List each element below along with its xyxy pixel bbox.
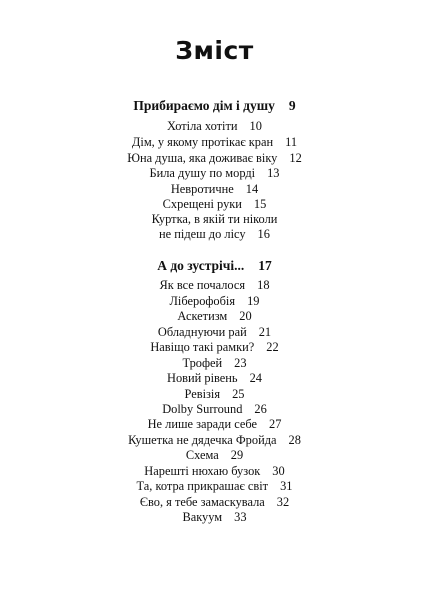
- toc-entry: [0, 151, 429, 166]
- toc-entry: [0, 309, 429, 324]
- toc-entry: [0, 464, 429, 479]
- toc-entry: [0, 417, 429, 432]
- section-heading-text: А до зустрічі...: [157, 258, 245, 273]
- toc-entry-page: 29: [230, 448, 244, 462]
- toc-entry-text: Юна душа, яка доживає віку: [127, 151, 278, 165]
- toc-entry-text: Аскетизм: [177, 309, 228, 323]
- toc-entry: [0, 340, 429, 355]
- toc-entry: [0, 197, 429, 212]
- toc-entry-text: Новий рівень: [167, 371, 238, 385]
- toc-entry-page: 30: [272, 464, 285, 478]
- toc-entry-page: 23: [234, 356, 247, 370]
- toc-entry-text: Куртка, в якій ти ніколи: [151, 212, 278, 226]
- toc-entry: [0, 227, 429, 242]
- toc-entry-text: Била душу по морді: [149, 166, 256, 180]
- toc-entry-page: 24: [249, 371, 262, 385]
- toc-entry-text: Та, котра прикрашає світ: [136, 479, 269, 493]
- toc-entry: [0, 294, 429, 309]
- toc-entry-page: 20: [239, 309, 252, 323]
- toc-entry-page: 16: [257, 227, 270, 241]
- toc-entry-page: 32: [276, 495, 290, 509]
- section-heading: [0, 98, 429, 114]
- toc-entry: [0, 495, 429, 510]
- toc-entry-page: 19: [247, 294, 260, 308]
- toc-entry-page: 12: [289, 151, 302, 165]
- toc-entry: [0, 166, 429, 181]
- toc-entry: [0, 371, 429, 386]
- toc-entry-text: Ревізія: [184, 387, 221, 401]
- toc-entry-page: 22: [266, 340, 279, 354]
- toc-entry-text: Навіщо такі рамки?: [150, 340, 255, 354]
- toc-entry-text: Невротичне: [170, 182, 234, 196]
- toc-entry-text: Dolby Surround: [162, 402, 243, 416]
- section-heading: [0, 258, 429, 274]
- toc-entry-text: Схрещені руки: [162, 197, 242, 211]
- toc-entry-text: Як все почалося: [159, 278, 246, 292]
- toc-entry: [0, 387, 429, 402]
- toc-entry-page: 10: [249, 119, 262, 133]
- toc-entry-page: 18: [257, 278, 270, 292]
- toc-entry-page: 13: [267, 166, 280, 180]
- toc-entry-text: Дім, у якому протікає кран: [131, 135, 274, 149]
- toc-entry-page: 25: [232, 387, 245, 401]
- toc-entry: [0, 356, 429, 371]
- toc-entry-text: Хотіла хотіти: [167, 119, 238, 133]
- page-title: Зміст: [175, 36, 254, 65]
- toc-entry-text: Нарешті нюхаю бузок: [144, 464, 261, 478]
- toc-entry: [0, 135, 429, 150]
- toc-entry: [0, 448, 429, 463]
- toc-entry-text: не підеш до лісу: [159, 227, 246, 241]
- toc-entry-text: Трофей: [182, 356, 223, 370]
- toc-entry: [0, 510, 429, 525]
- toc-entry: [0, 433, 429, 448]
- section-heading-page: 17: [258, 258, 272, 273]
- toc-entry: [0, 479, 429, 494]
- toc-entry-page: 14: [245, 182, 259, 196]
- toc-entry-page: 33: [234, 510, 247, 524]
- toc-entry-text: Ліберофобія: [169, 294, 236, 308]
- toc-entry: [0, 325, 429, 340]
- toc-entry-page: 15: [253, 197, 267, 211]
- toc-entry-text: Обладнуючи рай: [157, 325, 247, 339]
- toc-entry: [0, 119, 429, 134]
- toc-entry-text: Єво, я тебе замаскувала: [139, 495, 265, 509]
- toc-entry: [0, 182, 429, 197]
- toc-entry-text: Кушетка не дядечка Фройда: [128, 433, 277, 447]
- toc-entry-page: 27: [269, 417, 282, 431]
- toc-entry-page: 31: [280, 479, 293, 493]
- toc-entry: [0, 402, 429, 417]
- toc-entry-page: 21: [258, 325, 272, 339]
- toc-entry-page: 28: [288, 433, 301, 447]
- section-heading-page: 9: [288, 98, 296, 113]
- toc-entry-page: 11: [285, 135, 298, 149]
- toc-entry-page: 26: [254, 402, 267, 416]
- toc-entry: [0, 278, 429, 293]
- section-heading-text: Прибираємо дім і душу: [133, 98, 275, 113]
- toc-entry: [0, 212, 429, 227]
- toc-entry-text: Вакуум: [182, 510, 223, 524]
- toc-entry-text: Не лише заради себе: [147, 417, 258, 431]
- toc-entry-text: Схема: [185, 448, 219, 462]
